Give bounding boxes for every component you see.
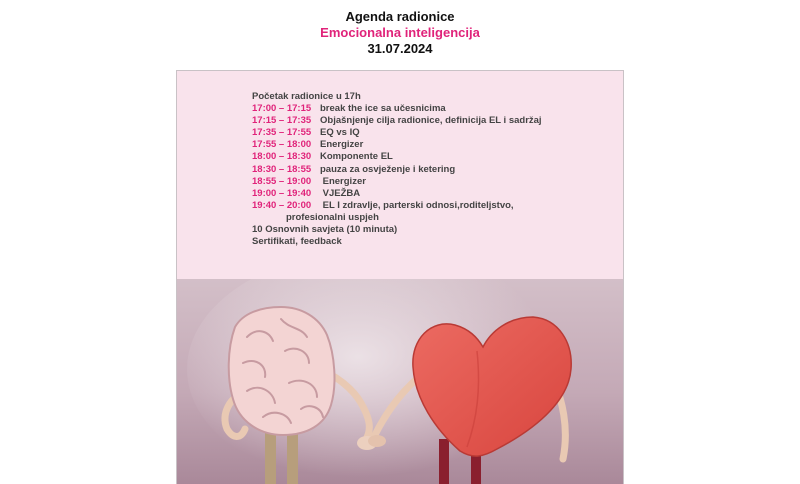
agenda-text: break the ice sa učesnicima	[320, 103, 446, 115]
agenda-continuation: profesionalni uspjeh	[286, 211, 379, 223]
agenda-item	[252, 115, 542, 127]
agenda-item	[252, 127, 542, 139]
agenda-item	[252, 188, 542, 200]
agenda-time: 18:55 – 19:00	[252, 175, 312, 187]
brain-heart-illustration	[177, 279, 624, 484]
agenda-list	[252, 91, 542, 248]
agenda-text: Energizer	[320, 175, 366, 187]
agenda-item	[252, 151, 542, 163]
workshop-subtitle: Emocionalna inteligencija	[320, 25, 480, 40]
agenda-text: EL I zdravlje, parterski odnosi,roditeljstvo,	[320, 199, 514, 211]
agenda-time: 19:00 – 19:40	[252, 187, 312, 199]
agenda-text: Objašnjenje cilja radionice, definicija EL i sadržaj	[320, 115, 542, 127]
agenda-text: EQ vs IQ	[320, 127, 360, 139]
agenda-time: 17:55 – 18:00	[252, 139, 312, 151]
agenda-item	[252, 176, 542, 188]
agenda-item	[252, 164, 542, 176]
agenda-time: 17:00 – 17:15	[252, 103, 312, 115]
agenda-start: Početak radionice u 17h	[252, 91, 361, 102]
agenda-panel	[177, 71, 624, 279]
agenda-text: Energizer	[320, 139, 364, 151]
agenda-time: 19:40 – 20:00	[252, 199, 312, 211]
page-title: Agenda radionice	[345, 9, 455, 24]
agenda-time: 18:30 – 18:55	[252, 163, 312, 175]
agenda-item	[252, 139, 542, 151]
agenda-item	[252, 103, 542, 115]
agenda-item	[252, 200, 542, 212]
agenda-time: 17:35 – 17:55	[252, 127, 312, 139]
agenda-tips: 10 Osnovnih savjeta (10 minuta)	[252, 224, 398, 236]
agenda-time: 18:00 – 18:30	[252, 151, 312, 163]
agenda-text: VJEŽBA	[320, 187, 361, 199]
workshop-date: 31.07.2024	[367, 41, 433, 56]
agenda-closing: Sertifikati, feedback	[252, 236, 342, 248]
agenda-card	[176, 70, 624, 484]
agenda-text: Komponente EL	[320, 151, 393, 163]
agenda-text: pauza za osvježenje i ketering	[320, 163, 456, 175]
agenda-time: 17:15 – 17:35	[252, 115, 312, 127]
